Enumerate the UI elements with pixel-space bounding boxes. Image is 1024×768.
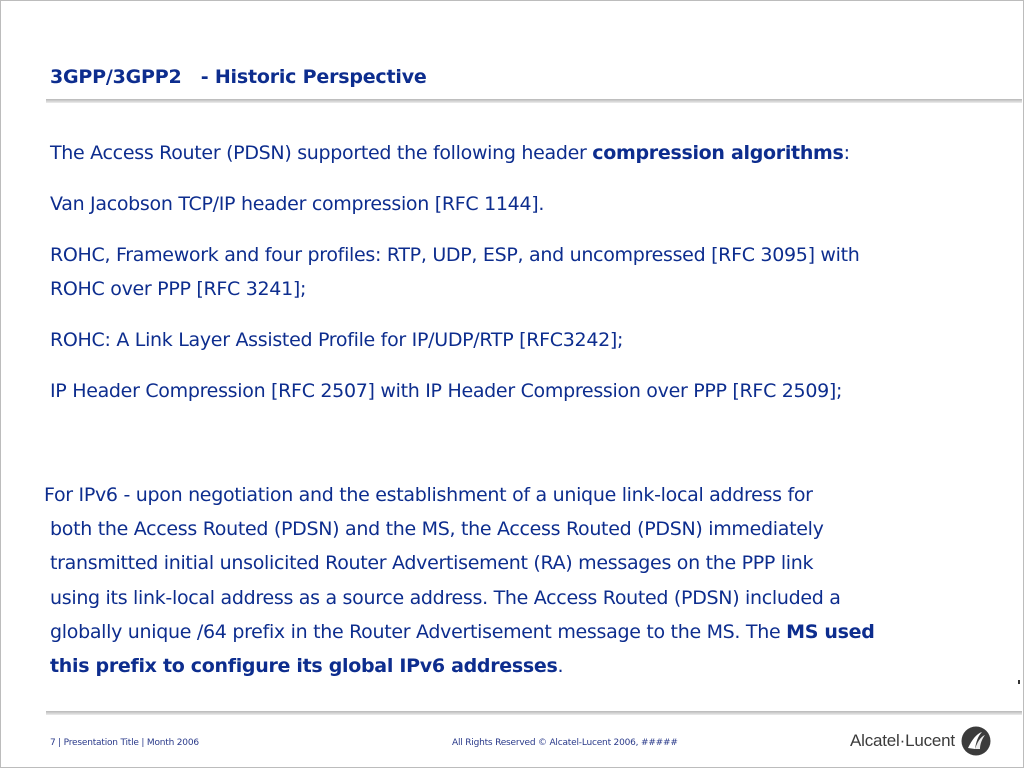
bullet-item-rohc-link-layer: ROHC: A Link Layer Assisted Profile for IP/UDP/RTP [RFC3242]; <box>50 329 624 351</box>
bullet-item-vj: Van Jacobson TCP/IP header compression [RFC 1144]. <box>50 193 545 215</box>
footer-slide-info: 7 | Presentation Title | Month 2006 <box>50 738 199 748</box>
bullet-text: : <box>843 142 850 164</box>
paragraph-line: both the Access Routed (PDSN) and the MS, the Access Routed (PDSN) immediately <box>50 518 824 541</box>
edge-mark <box>1018 680 1020 684</box>
paragraph-line: For IPv6 - upon negotiation and the establishment of a unique link-local address for <box>44 484 813 506</box>
paragraph-line <box>44 649 974 683</box>
slide-title: 3GPP/3GPP2 - Historic Perspective <box>50 66 427 88</box>
bullet-item-compression <box>50 136 970 170</box>
paragraph-line: transmitted initial unsolicited Router Advertisement (RA) messages on the PPP link <box>50 552 814 575</box>
bullet-item-iphc: IP Header Compression [RFC 2507] with IP Header Compression over PPP [RFC 2509]; <box>50 380 843 402</box>
bullet-item-rohc-framework <box>50 238 970 306</box>
bullet-text: The Access Router (PDSN) supported the following header <box>50 142 593 164</box>
alcatel-lucent-logo <box>850 726 991 756</box>
alcatel-lucent-swirl-icon <box>961 726 991 756</box>
footer-copyright: All Rights Reserved © Alcatel-Lucent 2006, ##### <box>452 738 678 748</box>
paragraph-bold-text: MS used <box>786 620 875 643</box>
bullet-bold-text: compression algorithms <box>592 142 844 164</box>
logo-wordmark: Alcatel·Lucent <box>850 731 955 750</box>
paragraph-line <box>44 615 974 649</box>
bullet-text: ROHC, Framework and four profiles: RTP, UDP, ESP, and uncompressed [RFC 3095] with <box>50 244 860 266</box>
paragraph-text: globally unique /64 prefix in the Router Advertisement message to the MS. The <box>50 620 787 643</box>
ipv6-paragraph <box>44 478 974 683</box>
paragraph-text: . <box>557 655 564 678</box>
paragraph-bold-text: this prefix to configure its global IPv6 addresses <box>50 655 558 678</box>
bullet-text: ROHC over PPP [RFC 3241]; <box>50 278 307 300</box>
paragraph-line: using its link-local address as a source address. The Access Routed (PDSN) included a <box>50 586 841 609</box>
bullet-list <box>50 136 970 425</box>
footer-divider <box>46 711 1022 715</box>
title-divider <box>46 99 1022 103</box>
